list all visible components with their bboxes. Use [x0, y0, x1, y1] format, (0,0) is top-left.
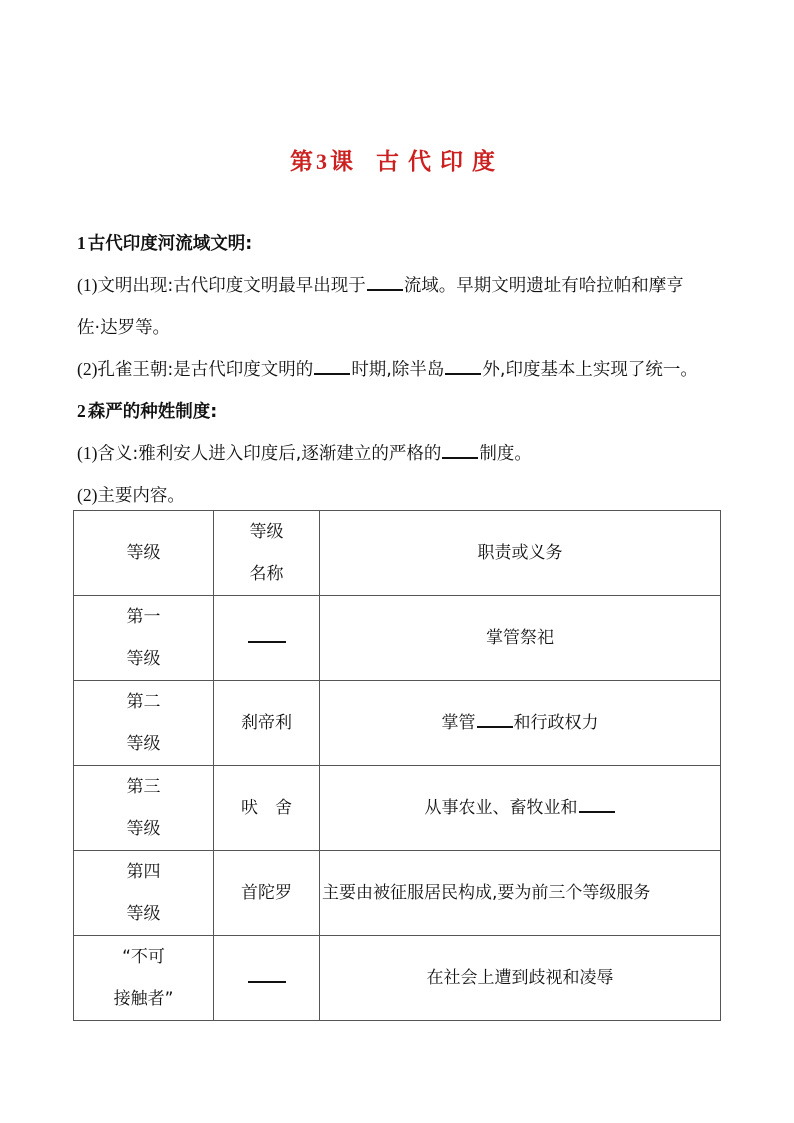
fill-blank[interactable]: [367, 276, 403, 291]
rank-cell: “不可 接触者”: [74, 936, 214, 1021]
fill-blank[interactable]: [445, 360, 481, 375]
rank-cell: 第三 等级: [74, 766, 214, 851]
section-2-item-1: (1)含义:雅利安人进入印度后,逐渐建立的严格的 制度。: [77, 443, 532, 464]
fill-blank[interactable]: [442, 444, 478, 459]
section-2-heading: 2 森严的种姓制度:: [77, 401, 218, 422]
header-name: 等级 名称: [214, 511, 320, 596]
section-1-heading: 1 古代印度河流域文明:: [77, 233, 253, 254]
name-cell: 刹帝利: [214, 681, 320, 766]
rank-cell: 第二 等级: [74, 681, 214, 766]
header-rank: 等级: [74, 511, 214, 596]
duty-cell: 掌管祭祀: [320, 596, 721, 681]
duty-cell: 从事农业、畜牧业和: [320, 766, 721, 851]
header-duty: 职责或义务: [320, 511, 721, 596]
duty-cell: 掌管 和行政权力: [320, 681, 721, 766]
table-header-row: [74, 511, 721, 596]
table-row: [74, 766, 721, 851]
fill-blank[interactable]: [579, 798, 615, 813]
section-1-item-1-cont: 佐·达罗等。: [77, 318, 171, 338]
name-cell: [214, 596, 320, 681]
fill-blank[interactable]: [248, 959, 286, 983]
fill-blank[interactable]: [477, 713, 513, 728]
table-row: [74, 681, 721, 766]
title-prefix: 第: [290, 149, 314, 175]
name-cell: 吠 舍: [214, 766, 320, 851]
fill-blank[interactable]: [314, 360, 350, 375]
table-row: [74, 596, 721, 681]
lesson-number: 3: [316, 149, 328, 174]
page-title: [0, 143, 794, 176]
duty-cell: 主要由被征服居民构成,要为前三个等级服务: [320, 851, 721, 936]
rank-cell: 第一 等级: [74, 596, 214, 681]
duty-cell: 在社会上遭到歧视和凌辱: [320, 936, 721, 1021]
fill-blank[interactable]: [248, 619, 286, 643]
table-row: [74, 936, 721, 1021]
name-cell: 首陀罗: [214, 851, 320, 936]
section-1-item-1: (1)文明出现:古代印度文明最早出现于 流域。早期文明遗址有哈拉帕和摩亨: [77, 275, 684, 296]
rank-cell: 第四 等级: [74, 851, 214, 936]
section-2-item-2: (2)主要内容。: [77, 485, 185, 506]
name-cell: [214, 936, 320, 1021]
lesson-name: 古代印度: [376, 149, 504, 175]
caste-table: [73, 510, 721, 1021]
title-suffix: 课: [330, 149, 354, 175]
table-row: [74, 851, 721, 936]
section-1-item-2: (2)孔雀王朝:是古代印度文明的 时期,除半岛 外,印度基本上实现了统一。: [77, 359, 698, 380]
